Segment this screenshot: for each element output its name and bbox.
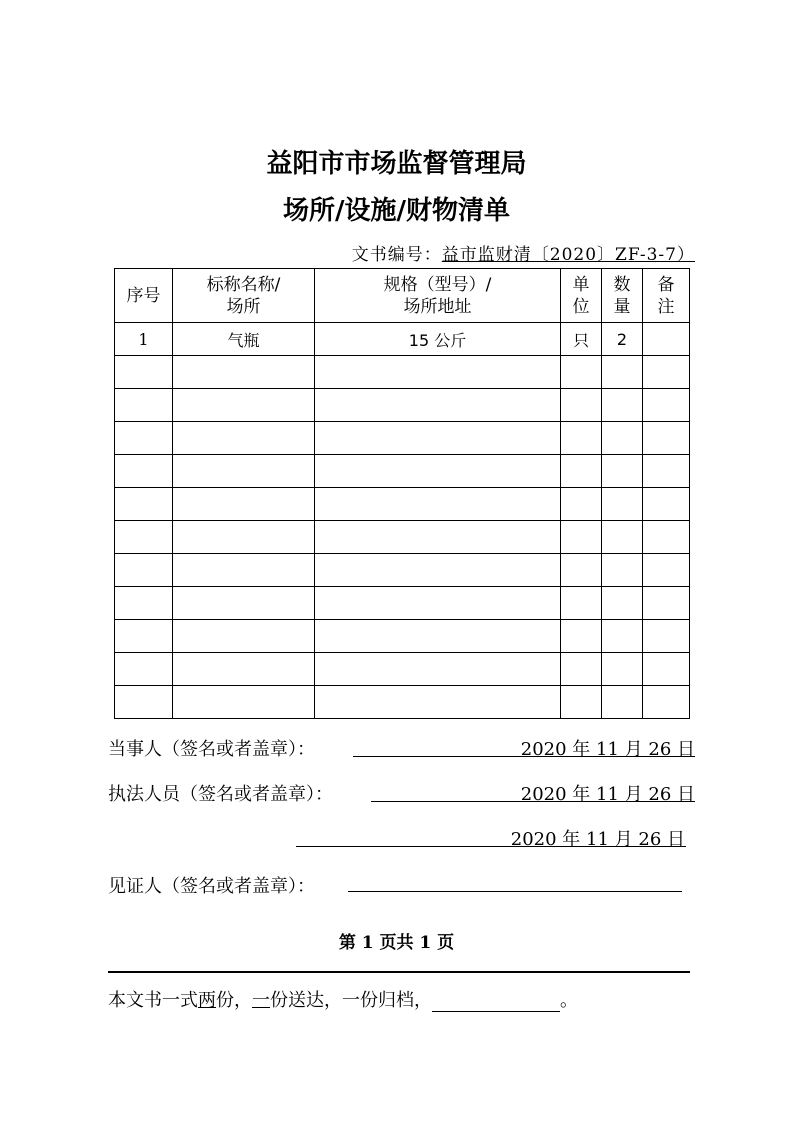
cell-name [173, 389, 315, 422]
officer-signature-label: 执法人员（签名或者盖章）： [108, 784, 333, 805]
cell-unit [561, 389, 602, 422]
cell-name [173, 488, 315, 521]
cell-name [173, 356, 315, 389]
cell-qty [602, 587, 643, 620]
table-header-row [115, 269, 690, 323]
cell-serial [115, 653, 173, 686]
cell-note [643, 389, 690, 422]
cell-spec [315, 356, 561, 389]
footer-note: 本文书一式两份，一份送达，一份归档， 。 [108, 990, 578, 1011]
cell-name [173, 620, 315, 653]
document-number-value: 益市监财清〔2020〕ZF-3-7） [441, 245, 695, 265]
cell-note [643, 587, 690, 620]
table-row [115, 455, 690, 488]
cell-serial [115, 356, 173, 389]
cell-serial [115, 686, 173, 719]
party-date: 2020 年 11 月 26 日 [520, 739, 695, 760]
cell-spec: 15 公斤 [315, 323, 561, 356]
cell-note [643, 323, 690, 356]
cell-unit [561, 488, 602, 521]
header-spec: 规格（型号）/ 场所地址 [315, 269, 561, 323]
cell-name: 气瓶 [173, 323, 315, 356]
cell-unit [561, 653, 602, 686]
table-row [115, 389, 690, 422]
page-number: 第 1 页共 1 页 [338, 933, 455, 953]
cell-name [173, 653, 315, 686]
document-subtitle: 场所/设施/财物清单 [283, 196, 510, 226]
cell-note [643, 488, 690, 521]
cell-note [643, 356, 690, 389]
officer-date: 2020 年 11 月 26 日 [520, 784, 695, 805]
cell-note [643, 620, 690, 653]
table-row [115, 488, 690, 521]
document-title: 益阳市市场监督管理局 [266, 149, 527, 179]
party-signature-label: 当事人（签名或者盖章）： [108, 739, 315, 760]
cell-unit: 只 [561, 323, 602, 356]
cell-note [643, 521, 690, 554]
table-row [115, 686, 690, 719]
cell-name [173, 521, 315, 554]
cell-note [643, 422, 690, 455]
extra-date: 2020 年 11 月 26 日 [510, 829, 685, 850]
table-row [115, 323, 690, 356]
header-serial: 序号 [115, 269, 173, 323]
cell-serial [115, 488, 173, 521]
witness-signature-label: 见证人（签名或者盖章）： [108, 876, 315, 897]
header-note: 备 注 [643, 269, 690, 323]
cell-qty [602, 521, 643, 554]
footer-divider [108, 971, 690, 973]
cell-name [173, 422, 315, 455]
document-number-label: 文书编号： [351, 245, 442, 265]
cell-note [643, 686, 690, 719]
cell-name [173, 587, 315, 620]
table-row [115, 422, 690, 455]
cell-qty [602, 554, 643, 587]
cell-spec [315, 653, 561, 686]
cell-serial [115, 521, 173, 554]
cell-unit [561, 356, 602, 389]
header-unit: 单 位 [561, 269, 602, 323]
items-table [114, 268, 690, 719]
delivered-count: 一 [252, 990, 270, 1011]
cell-serial [115, 620, 173, 653]
cell-qty [602, 653, 643, 686]
cell-unit [561, 455, 602, 488]
header-qty: 数 量 [602, 269, 643, 323]
cell-unit [561, 422, 602, 455]
cell-spec [315, 488, 561, 521]
header-name: 标称名称/ 场所 [173, 269, 315, 323]
cell-unit [561, 587, 602, 620]
cell-qty [602, 620, 643, 653]
table-row [115, 554, 690, 587]
cell-note [643, 455, 690, 488]
cell-unit [561, 620, 602, 653]
cell-spec [315, 521, 561, 554]
table-row [115, 620, 690, 653]
table-row [115, 653, 690, 686]
cell-serial [115, 587, 173, 620]
table-row [115, 587, 690, 620]
cell-spec [315, 554, 561, 587]
cell-qty [602, 389, 643, 422]
cell-spec [315, 422, 561, 455]
cell-spec [315, 455, 561, 488]
cell-serial [115, 455, 173, 488]
cell-unit [561, 521, 602, 554]
cell-qty [602, 422, 643, 455]
cell-serial [115, 554, 173, 587]
cell-unit [561, 686, 602, 719]
witness-signature-line[interactable] [348, 891, 682, 892]
cell-unit [561, 554, 602, 587]
cell-serial: 1 [115, 323, 173, 356]
cell-qty [602, 356, 643, 389]
cell-qty [602, 686, 643, 719]
cell-qty [602, 488, 643, 521]
table-row [115, 356, 690, 389]
cell-spec [315, 620, 561, 653]
cell-qty [602, 455, 643, 488]
table-row [115, 521, 690, 554]
cell-serial [115, 389, 173, 422]
document-number [352, 240, 695, 265]
cell-serial [115, 422, 173, 455]
cell-name [173, 554, 315, 587]
cell-name [173, 686, 315, 719]
cell-qty: 2 [602, 323, 643, 356]
footer-blank-line[interactable] [432, 993, 560, 1012]
cell-note [643, 554, 690, 587]
cell-name [173, 455, 315, 488]
cell-spec [315, 587, 561, 620]
cell-spec [315, 389, 561, 422]
cell-note [643, 653, 690, 686]
copies-count: 两 [198, 990, 216, 1011]
cell-spec [315, 686, 561, 719]
